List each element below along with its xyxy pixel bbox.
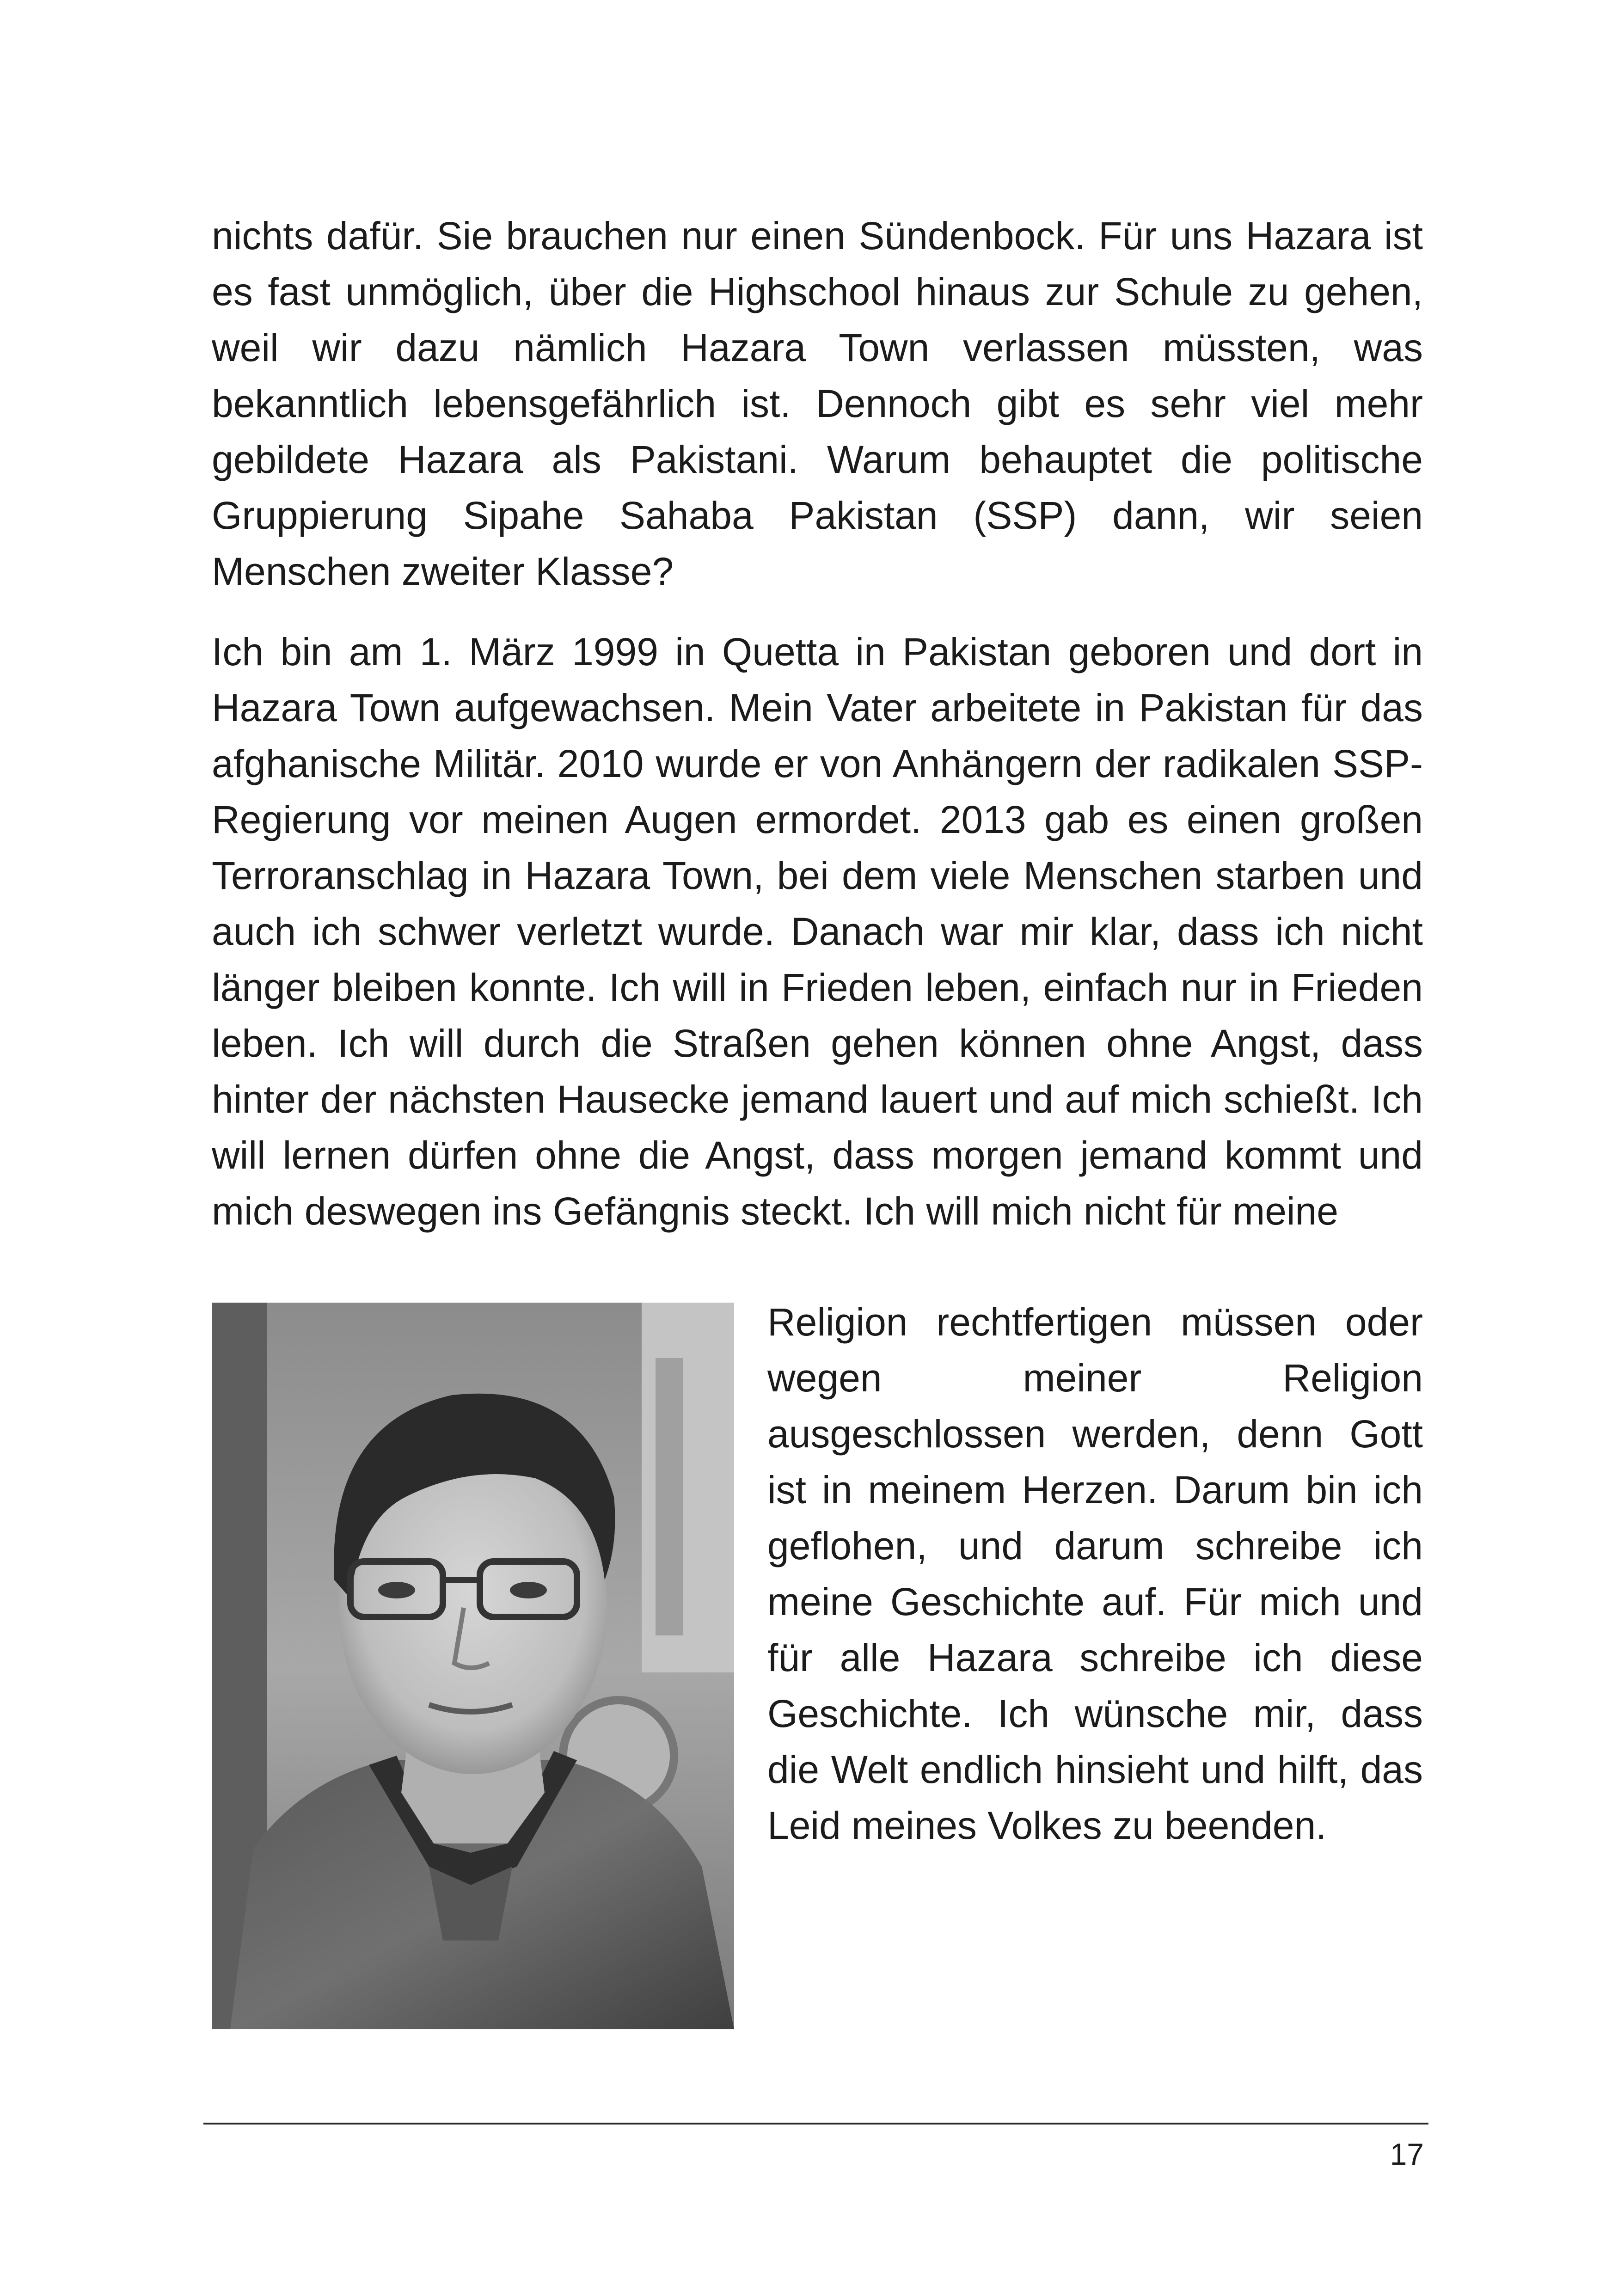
page-number: 17	[1390, 2137, 1424, 2171]
footer-divider	[203, 2123, 1428, 2125]
portrait-photo-icon	[212, 1303, 734, 2029]
portrait-photo	[212, 1303, 734, 2029]
paragraph-2-continued: Religion rechtfertigen müssen oder wegen meiner Religion ausgeschlossen werden, denn Gott ist in meinem Herzen. Darum bin ich geflohen, und darum schreibe ich meine Geschichte auf. Für mich und für alle Hazara schreibe ich diese Geschichte. Ich wünsche mir, dass die Welt endlich hinsieht und hilft, das Leid meines Volkes zu beenden.	[767, 1300, 1423, 1847]
paragraph-1: nichts dafür. Sie brauchen nur einen Sündenbock. Für uns Hazara ist es fast unmöglich, über die Highschool hinaus zur Schule zu gehen, weil wir dazu nämlich Hazara Town verlassen müssten, was bekanntlich lebensgefährlich ist. Dennoch gibt es sehr viel mehr gebildete Hazara als Pakistani. Warum behauptet die politische Gruppierung Sipahe Sahaba Pakistan (SSP) dann, wir seien Menschen zweiter Klasse?	[212, 214, 1423, 593]
paragraph-2: Ich bin am 1. März 1999 in Quetta in Pakistan geboren und dort in Hazara Town aufgewachsen. Mein Vater arbeitete in Pakistan für das afghanische Militär. 2010 wurde er von Anhängern der radikalen SSP-Regierung vor meinen Augen ermordet. 2013 gab es einen großen Terroranschlag in Hazara Town, bei dem viele Menschen starben und auch ich schwer verletzt wurde. Danach war mir klar, dass ich nicht länger bleiben konnte. Ich will in Frieden leben, einfach nur in Frieden leben. Ich will durch die Straßen gehen können ohne Angst, dass hinter der nächsten Hausecke jemand lauert und auf mich schießt. Ich will lernen dürfen ohne die Angst, dass morgen jemand kommt und mich deswegen ins Gefängnis steckt. Ich will mich nicht für meine	[212, 630, 1423, 1233]
